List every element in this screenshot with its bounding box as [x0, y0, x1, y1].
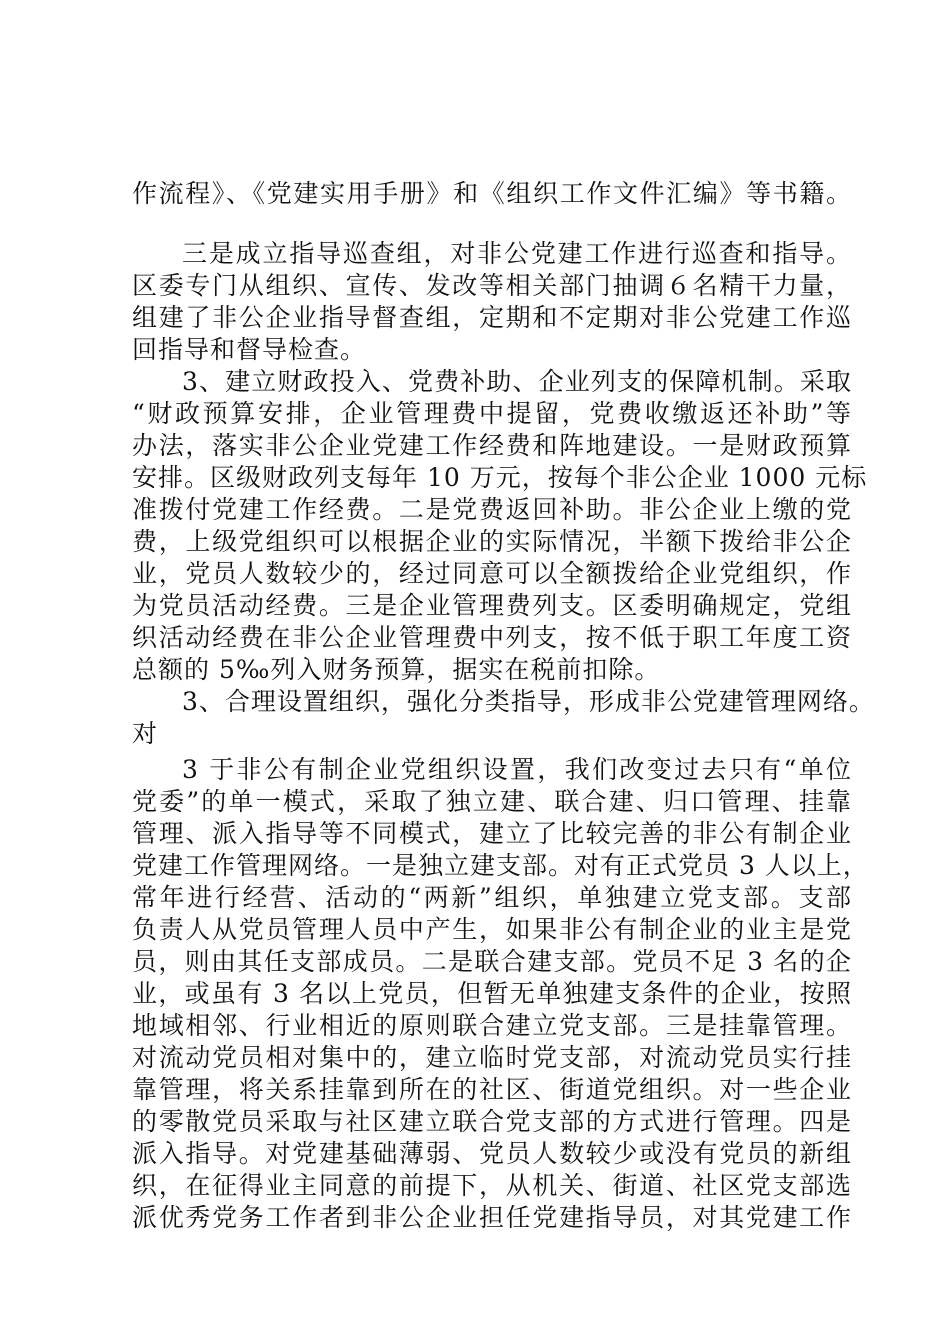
text-line: 员，则由其任支部成员。二是联合建支部。党员不足 3 名的企 [132, 947, 852, 976]
text-line: 地域相邻、行业相近的原则联合建立党支部。三是挂靠管理。 [132, 1011, 852, 1040]
text-line: “财政预算安排，企业管理费中提留，党费收缴返还补助”等 [132, 399, 852, 428]
text-line: 管理、派入指导等不同模式，建立了比较完善的非公有制企业 [132, 819, 852, 848]
text-line: 对流动党员相对集中的，建立临时党支部，对流动党员实行挂 [132, 1043, 852, 1072]
text-line: 负责人从党员管理人员中产生，如果非公有制企业的业主是党 [132, 915, 852, 944]
paragraph-first-line: 3 于非公有制企业党组织设置，我们改变过去只有“单位 [182, 755, 852, 784]
text-line: 靠管理，将关系挂靠到所在的社区、街道党组织。对一些企业 [132, 1075, 852, 1104]
text-line: 办法，落实非公企业党建工作经费和阵地建设。一是财政预算 [132, 431, 852, 460]
text-line: 准拨付党建工作经费。二是党费返回补助。非公企业上缴的党 [132, 495, 852, 524]
text-line: 织活动经费在非公企业管理费中列支，按不低于职工年度工资 [132, 623, 852, 652]
text-line: 常年进行经营、活动的“两新”组织，单独建立党支部。支部 [132, 883, 852, 912]
paragraph-first-line: 3、建立财政投入、党费补助、企业列支的保障机制。采取 [182, 367, 852, 396]
text-line: 织，在征得业主同意的前提下，从机关、街道、社区党支部选 [132, 1171, 852, 1200]
paragraph-first-line: 3、合理设置组织，强化分类指导，形成非公党建管理网络。 [182, 687, 875, 716]
text-line: 作流程》、《党建实用手册》和《组织工作文件汇编》等书籍。 [132, 179, 852, 208]
paragraph-first-line: 三是成立指导巡查组，对非公党建工作进行巡查和指导。 [182, 239, 852, 268]
text-line: 对 [132, 719, 159, 748]
text-line: 派入指导。对党建基础薄弱、党员人数较少或没有党员的新组 [132, 1139, 852, 1168]
text-line: 派优秀党务工作者到非公企业担任党建指导员，对其党建工作 [132, 1203, 852, 1232]
text-line: 安排。区级财政列支每年 10 万元，按每个非公企业 1000 元标 [132, 463, 868, 492]
text-line: 总额的 5‰列入财务预算，据实在税前扣除。 [132, 655, 661, 684]
text-line: 业，或虽有 3 名以上党员，但暂无单独建支条件的企业，按照 [132, 979, 852, 1008]
text-line: 的零散党员采取与社区建立联合党支部的方式进行管理。四是 [132, 1107, 852, 1136]
text-line: 回指导和督导检查。 [132, 335, 367, 364]
text-line: 为党员活动经费。三是企业管理费列支。区委明确规定，党组 [132, 591, 852, 620]
text-line: 业，党员人数较少的，经过同意可以全额拨给企业党组织，作 [132, 559, 852, 588]
text-line: 党建工作管理网络。一是独立建支部。对有正式党员 3 人以上， [132, 851, 869, 880]
text-line: 费，上级党组织可以根据企业的实际情况，半额下拨给非公企 [132, 527, 852, 556]
text-line: 党委”的单一模式，采取了独立建、联合建、归口管理、挂靠 [132, 787, 852, 816]
text-line: 组建了非公企业指导督查组，定期和不定期对非公党建工作巡 [132, 303, 852, 332]
text-line: 区委专门从组织、宣传、发改等相关部门抽调６名精干力量， [132, 271, 852, 300]
